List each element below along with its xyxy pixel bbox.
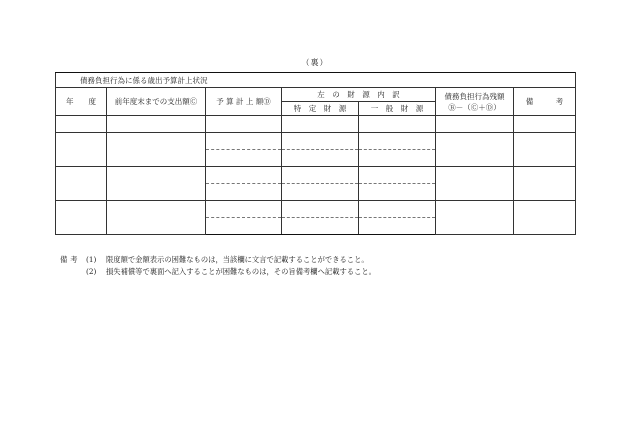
cell-notes	[514, 133, 576, 167]
cell-specific-funds	[282, 201, 359, 218]
budget-status-table	[55, 72, 576, 235]
cell-year	[56, 201, 107, 235]
remark-number: (2)	[86, 267, 97, 276]
remark-text: 限度額で金額表示の困難なものは，当該欄に文言で記載することができること。	[106, 255, 369, 264]
cell-specific-funds-sub	[282, 218, 359, 235]
remark-number: (1)	[86, 255, 97, 264]
cell-general-funds	[359, 116, 436, 133]
cell-remaining-balance	[436, 116, 514, 133]
cell-specific-funds	[282, 167, 359, 184]
cell-budget-amount-sub	[206, 184, 282, 201]
cell-prior-spending	[107, 201, 206, 235]
remark-text: 損失補償等で裏面へ記入することが困難なものは，その旨備考欄へ記載すること。	[106, 267, 376, 276]
remark-item	[60, 254, 376, 266]
table-row	[56, 201, 576, 218]
header-general-funds: 一 般 財 源	[359, 102, 436, 116]
cell-year	[56, 133, 107, 167]
cell-specific-funds-sub	[282, 150, 359, 167]
table-row	[56, 167, 576, 184]
header-remaining-line1: 債務負担行為残額	[444, 91, 505, 101]
cell-budget-amount	[206, 201, 282, 218]
header-notes: 備 考	[514, 88, 576, 116]
cell-prior-spending	[107, 116, 206, 133]
cell-budget-amount	[206, 116, 282, 133]
header-budget-amount: 予 算 計 上 額Ⓓ	[206, 88, 282, 116]
header-remaining-balance	[436, 88, 514, 116]
table-row	[56, 116, 576, 133]
cell-budget-amount	[206, 133, 282, 150]
cell-budget-amount	[206, 167, 282, 184]
remark-item	[60, 266, 376, 278]
table-row	[56, 133, 576, 150]
remarks-section	[60, 254, 376, 278]
cell-prior-spending	[107, 133, 206, 167]
cell-prior-spending	[107, 167, 206, 201]
cell-specific-funds-sub	[282, 184, 359, 201]
cell-remaining-balance	[436, 201, 514, 235]
header-row-1	[56, 88, 576, 102]
cell-year	[56, 116, 107, 133]
cell-general-funds-sub	[359, 184, 436, 201]
cell-general-funds-sub	[359, 150, 436, 167]
cell-general-funds	[359, 133, 436, 150]
cell-budget-amount-sub	[206, 218, 282, 235]
header-specific-funds: 特 定 財 源	[282, 102, 359, 116]
cell-notes	[514, 116, 576, 133]
cell-general-funds	[359, 201, 436, 218]
cell-notes	[514, 201, 576, 235]
remarks-heading: 備考	[60, 255, 81, 264]
header-prior-spending: 前年度末までの支出額Ⓒ	[107, 88, 206, 116]
header-funding-breakdown: 左 の 財 源 内 訳	[282, 88, 436, 102]
cell-remaining-balance	[436, 167, 514, 201]
cell-general-funds-sub	[359, 218, 436, 235]
cell-notes	[514, 167, 576, 201]
cell-specific-funds	[282, 116, 359, 133]
table-caption: 債務負担行為に係る歳出予算計上状況	[56, 73, 576, 88]
header-remaining-line2: Ⓑ－（Ⓒ＋Ⓓ）	[448, 102, 501, 112]
cell-specific-funds	[282, 133, 359, 150]
cell-remaining-balance	[436, 133, 514, 167]
page-side-label: （裏）	[301, 58, 329, 67]
header-year: 年 度	[56, 88, 107, 116]
cell-general-funds	[359, 167, 436, 184]
cell-year	[56, 167, 107, 201]
cell-budget-amount-sub	[206, 150, 282, 167]
caption-row	[56, 73, 576, 88]
